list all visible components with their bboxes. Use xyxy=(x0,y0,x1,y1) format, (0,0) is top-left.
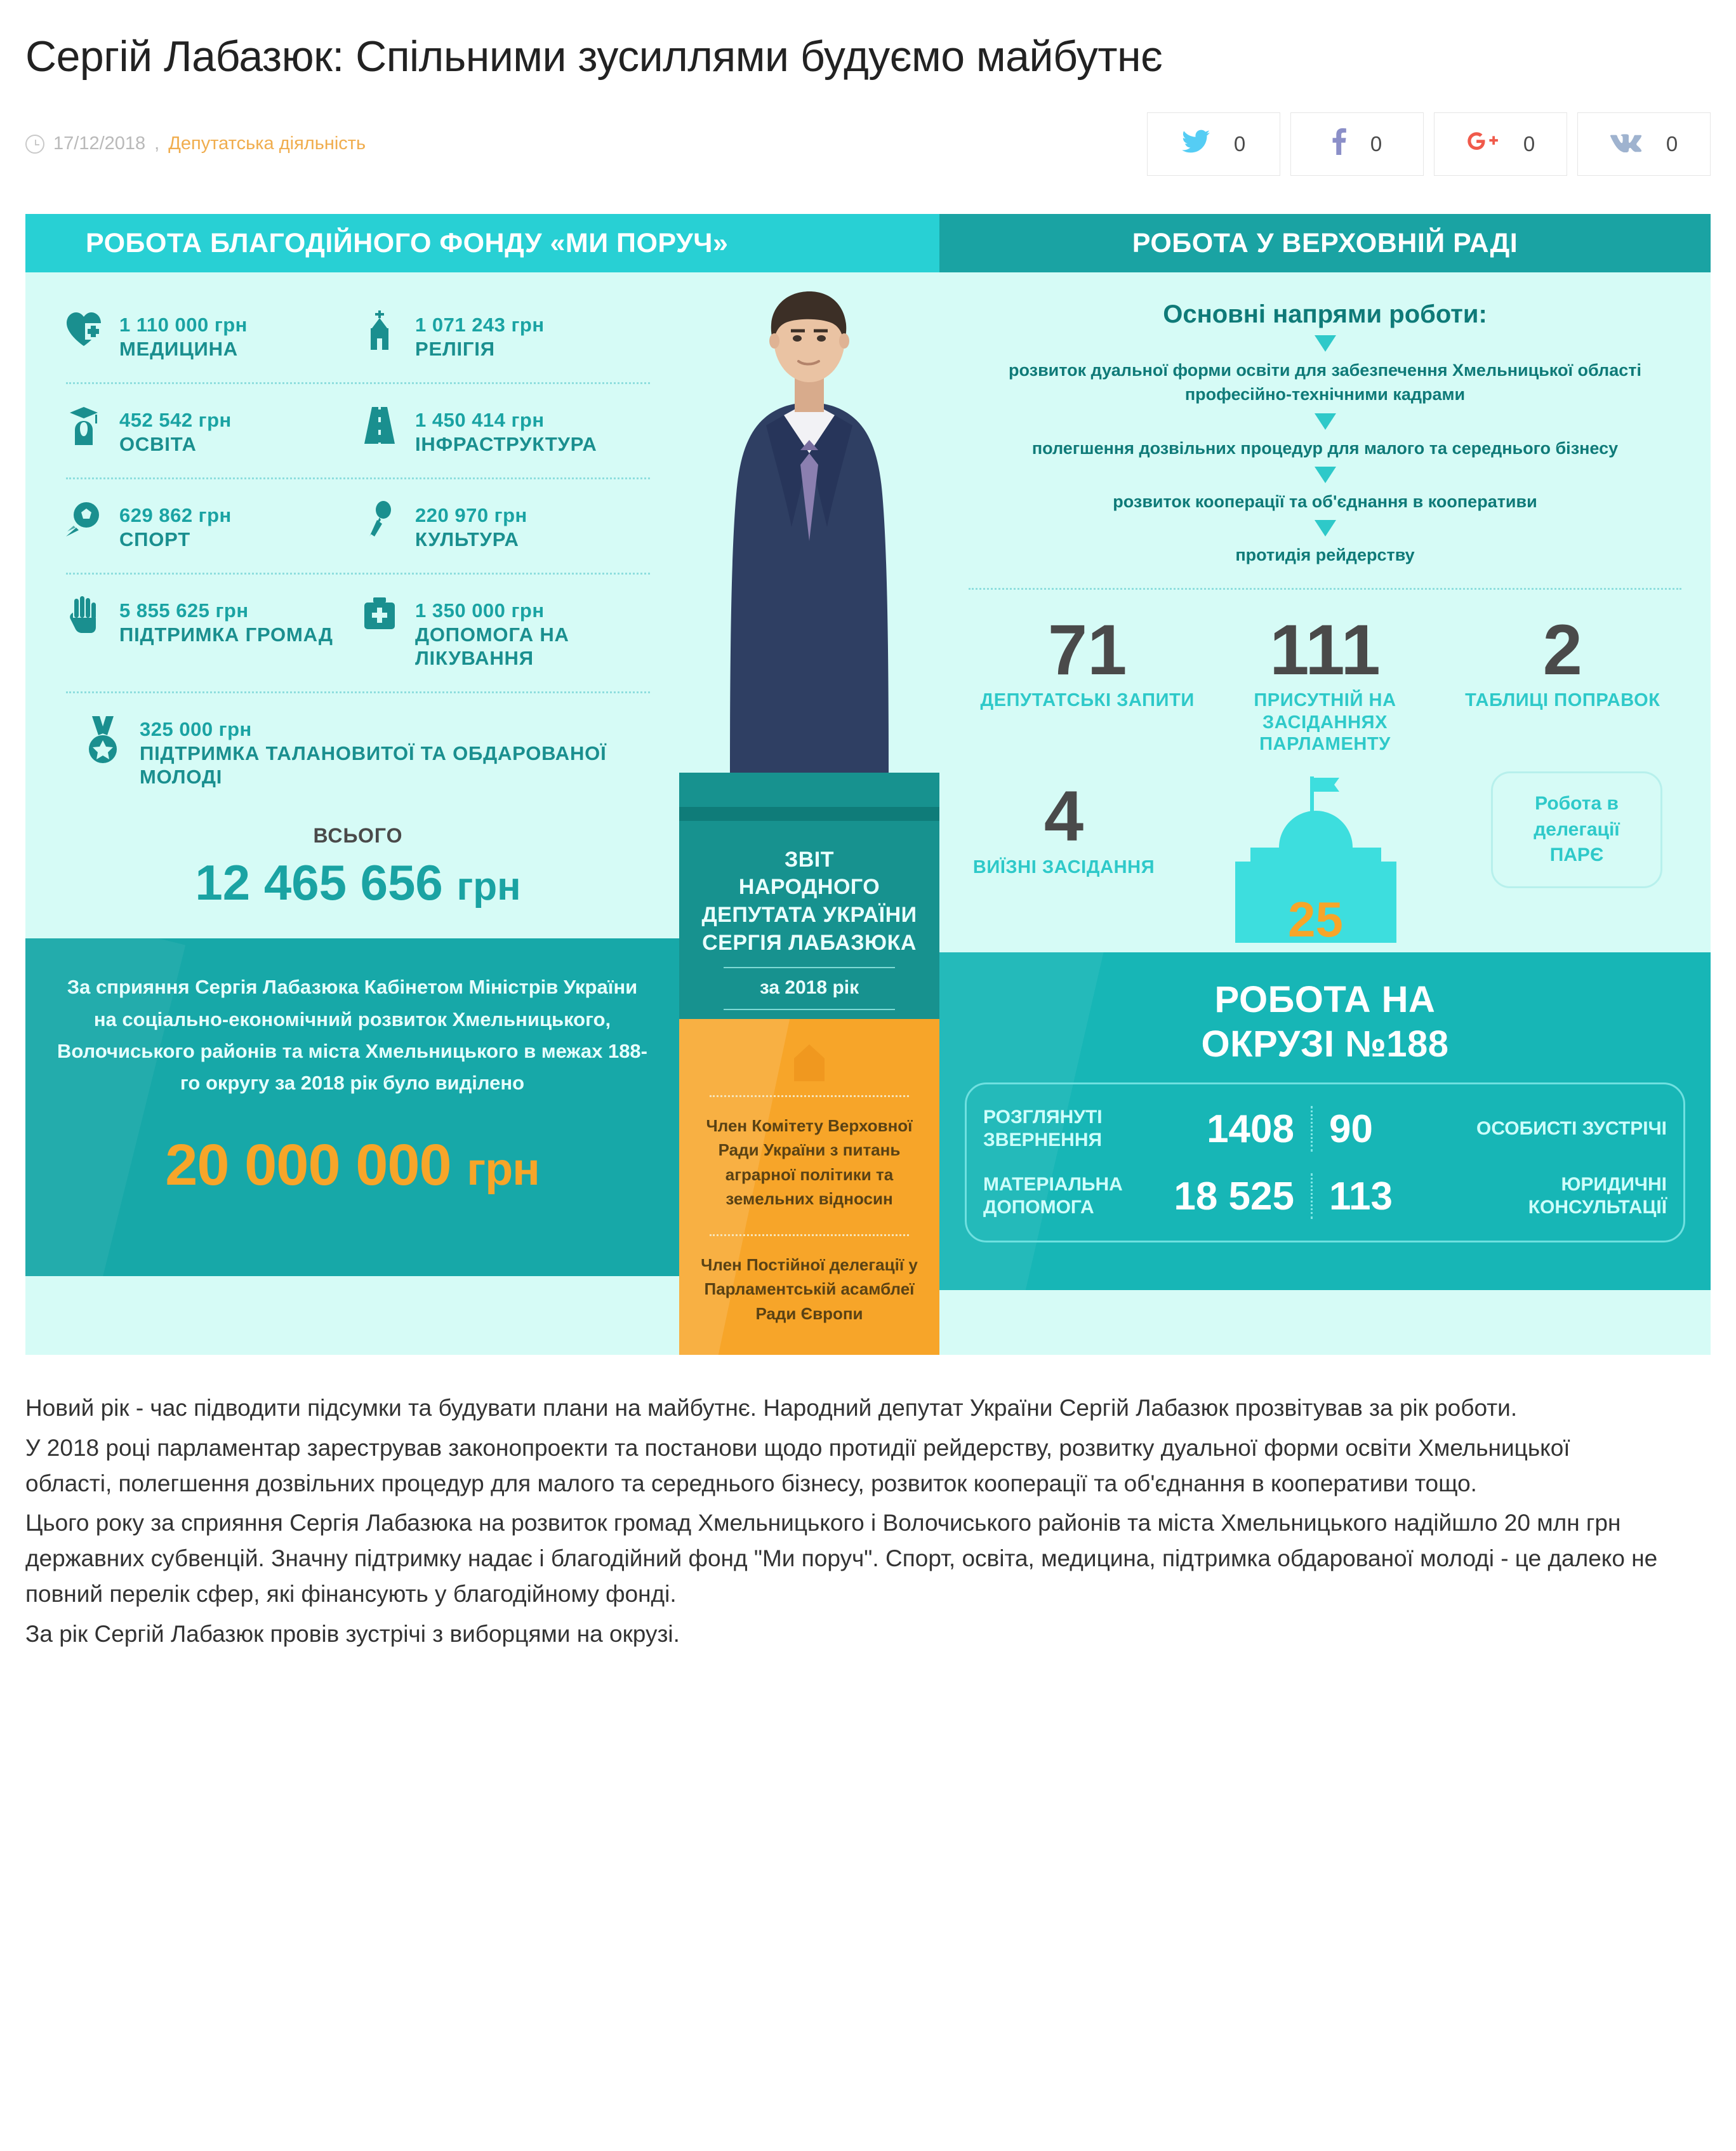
fund-total-value xyxy=(62,854,654,912)
direction-item: полегшення дозвільних процедур для малого та середнього бізнесу xyxy=(1031,438,1619,458)
fund-item-amount: 629 862 грн xyxy=(119,503,232,526)
district-stat-row xyxy=(983,1173,1667,1219)
district-stats-grid xyxy=(983,1106,1667,1219)
first-aid-kit-icon xyxy=(358,596,401,632)
publish-date: 17/12/2018 xyxy=(53,133,146,154)
divider xyxy=(1311,1173,1313,1219)
fund-total-number: 12 465 656 xyxy=(195,855,443,911)
heart-plus-icon xyxy=(62,310,105,347)
stat-attendance xyxy=(1207,609,1443,755)
infographic xyxy=(25,214,1711,1355)
podium-year: за 2018 рік xyxy=(759,977,859,999)
committee-text-1: Член Комітету Верховної Ради України з питань аграрної політики та земельних відносин xyxy=(706,1116,913,1209)
rada-section xyxy=(939,272,1711,946)
article-paragraph: Цього року за сприяння Сергія Лабазюка на розвиток громад Хмельницького і Волочиського районів та міста Хмельницького надійшло 20 млн грн державних субвенцій. Значну підтримку надає і благодійний фонд "Ми поруч". Спорт, освіта, медицина, підтримка обдарованої молоді - це далеко не повний перелік сфер, які фінансують у благодійному фонді. xyxy=(25,1510,1658,1608)
ukraine-flag-icon xyxy=(1471,997,1548,1047)
stat-label: ВИЇЗНІ ЗАСІДАННЯ xyxy=(972,856,1155,877)
chevron-down-icon xyxy=(1315,520,1336,536)
divider xyxy=(710,1234,909,1236)
stat-bills xyxy=(1179,771,1452,946)
spacer xyxy=(701,1211,918,1234)
fund-item xyxy=(62,596,358,670)
fund-item-amount: 452 542 грн xyxy=(119,408,232,431)
bills-number: 25 xyxy=(1288,891,1343,947)
fund-item-label: ДОПОМОГА НА ЛІКУВАННЯ xyxy=(415,623,569,669)
fund-item-label: РЕЛІГІЯ xyxy=(415,337,495,360)
googleplus-share-count: 0 xyxy=(1523,131,1535,156)
deputy-portrait xyxy=(679,272,939,774)
share-buttons xyxy=(1147,112,1711,176)
stat-label: ДЕПУТАТСЬКІ ЗАПИТИ xyxy=(980,690,1195,711)
fund-item-text xyxy=(119,596,333,646)
graduate-icon xyxy=(62,406,105,446)
fund-item-label: ІНФРАСТРУКТУРА xyxy=(415,432,597,455)
committee-card xyxy=(679,1019,939,1355)
hand-icon xyxy=(62,596,105,637)
medal-icon xyxy=(81,715,124,789)
stat-amendments xyxy=(1445,609,1681,712)
district-title-line-1: РОБОТА НА xyxy=(1214,979,1436,1020)
fund-item-youth xyxy=(62,715,654,789)
fund-list xyxy=(25,272,679,912)
soccer-ball-icon xyxy=(62,501,105,538)
fund-item-amount: 220 970 грн xyxy=(415,503,527,526)
district-stats-box xyxy=(965,1082,1685,1242)
fund-item-text xyxy=(119,310,248,361)
podium-line-2: НАРОДНОГО xyxy=(738,875,880,900)
district-panel xyxy=(939,952,1711,1290)
rada-stats xyxy=(969,609,1681,755)
district-label-right: ЮРИДИЧНІ КОНСУЛЬТАЦІЇ xyxy=(1528,1174,1667,1218)
stat-requests xyxy=(970,609,1205,712)
subvention-number: 20 000 000 xyxy=(165,1133,451,1198)
band-verkhovna-rada xyxy=(939,214,1711,272)
band-charity-fund xyxy=(25,214,939,272)
fund-item-text xyxy=(415,310,545,361)
facebook-icon xyxy=(1332,128,1346,159)
chevron-down-icon xyxy=(1315,335,1336,352)
chevron-down-icon xyxy=(1315,413,1336,430)
page-title: Сергій Лабазюк: Спільними зусиллями будуємо майбутнє xyxy=(25,32,1163,81)
podium-top-edge xyxy=(679,807,939,821)
share-twitter-button[interactable] xyxy=(1147,112,1280,176)
divider xyxy=(66,691,650,693)
article-paragraph: За рік Сергій Лабазюк провів зустрічі з виборцями на окрузі. xyxy=(25,1620,680,1647)
fund-total-currency: грн xyxy=(456,865,521,909)
fund-row xyxy=(62,501,654,551)
fund-item-amount: 1 110 000 грн xyxy=(119,313,248,336)
chevron-down-icon xyxy=(1315,467,1336,483)
stat-number: 2 xyxy=(1542,609,1582,689)
fund-row xyxy=(62,596,654,670)
fund-item-text xyxy=(119,406,232,456)
meta-separator: , xyxy=(154,133,160,154)
category-link[interactable]: Депутатська діяльність xyxy=(168,133,366,154)
fund-item-amount: 1 450 414 грн xyxy=(415,408,545,431)
clock-icon xyxy=(25,135,44,154)
fund-item xyxy=(62,310,358,361)
subvention-panel xyxy=(25,938,679,1276)
church-icon xyxy=(358,310,401,350)
divider xyxy=(710,1095,909,1097)
fund-item-text xyxy=(415,501,527,551)
stat-number: 111 xyxy=(1269,609,1381,689)
divider xyxy=(66,382,650,384)
fund-item xyxy=(62,406,358,456)
microphone-icon xyxy=(358,501,401,540)
subvention-text: За сприяння Сергія Лабазюка Кабінетом Міністрів України на соціально-економічний розвиток Хмельницького, Волочиського районів та міста Хмельницького в межах 188-го округу за 2018 рік було виділено xyxy=(57,976,647,1094)
district-title-line-2: ОКРУЗІ №188 xyxy=(1201,1023,1449,1065)
podium-line-3: ДЕПУТАТА УКРАЇНИ xyxy=(701,902,917,927)
district-value-left: 1408 xyxy=(1207,1107,1294,1151)
road-icon xyxy=(358,406,401,445)
fund-item-text xyxy=(140,715,654,789)
fund-item-amount: 5 855 625 грн xyxy=(119,599,249,622)
fund-item-amount: 325 000 грн xyxy=(140,718,252,741)
stat-label: ПРИСУТНІЙ НА ЗАСІДАННЯХ ПАРЛАМЕНТУ xyxy=(1254,690,1396,754)
infographic-header-bands xyxy=(25,214,1711,272)
article-paragraph: У 2018 році парламентар зарестрував законопроекти та постанови щодо протидії рейдерству, розвитку дуальної форми освіти Хмельницької області, полегшення дозвільних процедур для малого та середнього бізнесу, розвиток кооперації та об'єднання в кооперативи тощо. xyxy=(25,1434,1570,1496)
fund-item-amount: 1 350 000 грн xyxy=(415,599,545,622)
direction-item: протидія рейдерству xyxy=(1235,545,1415,565)
stat-field-sessions xyxy=(969,771,1159,878)
direction-item: розвиток дуальної форми освіти для забезпечення Хмельницької області професійно-технічними кадрами xyxy=(1009,360,1641,404)
podium-line-1: ЗВІТ xyxy=(784,847,835,872)
fund-item-label: МЕДИЦИНА xyxy=(119,337,238,360)
share-facebook-button[interactable] xyxy=(1290,112,1424,176)
band-charity-fund-title: РОБОТА БЛАГОДІЙНОГО ФОНДУ «МИ ПОРУЧ» xyxy=(86,227,729,258)
fund-item-label: ОСВІТА xyxy=(119,432,197,455)
rada-stats-row-2 xyxy=(969,771,1681,946)
stat-number: 4 xyxy=(1044,776,1084,856)
fund-row xyxy=(62,406,654,456)
share-vk-button[interactable] xyxy=(1577,112,1711,176)
fund-item xyxy=(358,406,654,456)
subvention-currency: грн xyxy=(467,1144,540,1195)
fund-total-label: ВСЬОГО xyxy=(313,824,403,848)
district-value-right: 90 xyxy=(1329,1107,1373,1151)
fund-item-label: ПІДТРИМКА ГРОМАД xyxy=(119,623,333,646)
directions-heading: Основні напрями роботи: xyxy=(1163,300,1487,328)
district-label-left: РОЗГЛЯНУТІ ЗВЕРНЕННЯ xyxy=(983,1107,1103,1151)
direction-item: розвиток кооперації та об'єднання в кооперативи xyxy=(1113,491,1537,511)
district-title xyxy=(1201,978,1448,1066)
district-stat-row xyxy=(983,1106,1667,1152)
stat-pace-delegation xyxy=(1472,771,1681,888)
parliament-small-icon xyxy=(784,1044,835,1081)
district-label-right: ОСОБИСТІ ЗУСТРІЧІ xyxy=(1476,1118,1667,1140)
infographic-center-column xyxy=(679,272,939,1355)
fund-item-label: КУЛЬТУРА xyxy=(415,528,519,550)
infographic-left-column xyxy=(25,272,679,1355)
podium-rule-bottom xyxy=(724,1009,895,1010)
facebook-share-count: 0 xyxy=(1370,131,1382,156)
fund-item xyxy=(358,596,654,670)
infographic-right-column xyxy=(939,272,1711,1355)
infographic-body xyxy=(25,272,1711,1355)
fund-item xyxy=(358,310,654,361)
podium-rule-top xyxy=(724,967,895,968)
podium xyxy=(679,773,939,1355)
twitter-share-count: 0 xyxy=(1233,131,1246,156)
twitter-icon xyxy=(1182,130,1210,158)
divider xyxy=(969,588,1681,590)
divider xyxy=(1311,1106,1313,1152)
stat-label: ТАБЛИЦІ ПОПРАВОК xyxy=(1465,690,1660,711)
ukraine-flag-icon xyxy=(1102,997,1179,1047)
band-verkhovna-rada-title: РОБОТА У ВЕРХОВНІЙ РАДІ xyxy=(1132,227,1518,258)
pace-text: Робота в делегації ПАРЄ xyxy=(1491,771,1662,888)
fund-item xyxy=(62,501,358,551)
podium-title xyxy=(696,846,923,957)
fund-item-label: ПІДТРИМКА ТАЛАНОВИТОЇ ТА ОБДАРОВАНОЇ МОЛОДІ xyxy=(140,742,607,789)
fund-item-label: СПОРТ xyxy=(119,528,190,550)
committee-text-2: Член Постійної делегації у Парламентській асамблеї Ради Європи xyxy=(701,1255,918,1323)
share-googleplus-button[interactable] xyxy=(1434,112,1567,176)
article-body xyxy=(25,1390,1711,1652)
meta-row xyxy=(25,112,1711,176)
fund-item-text xyxy=(415,406,597,456)
article-paragraph: Новий рік - час підводити підсумки та будувати плани на майбутнє. Народний депутат України Сергій Лабазюк прозвітував за рік роботи. xyxy=(25,1395,1518,1422)
vk-share-count: 0 xyxy=(1666,131,1678,156)
stat-number: 71 xyxy=(1047,609,1127,689)
divider xyxy=(66,477,650,479)
fund-total xyxy=(62,824,654,912)
divider xyxy=(66,573,650,575)
fund-item-amount: 1 071 243 грн xyxy=(415,313,545,336)
fund-row xyxy=(62,310,654,361)
district-value-right: 113 xyxy=(1329,1174,1393,1218)
article-meta xyxy=(25,133,366,154)
subvention-amount xyxy=(56,1132,649,1199)
fund-item xyxy=(358,501,654,551)
fund-item-text xyxy=(415,596,654,670)
podium-line-4: СЕРГІЯ ЛАБАЗЮКА xyxy=(702,930,917,955)
district-value-left: 18 525 xyxy=(1174,1174,1294,1218)
district-label-left: МАТЕРІАЛЬНА ДОПОМОГА xyxy=(983,1174,1123,1218)
google-plus-icon xyxy=(1466,129,1499,159)
fund-item-text xyxy=(119,501,232,551)
district-header xyxy=(965,978,1685,1066)
deputy-photo xyxy=(679,272,939,774)
vk-icon xyxy=(1610,131,1642,157)
